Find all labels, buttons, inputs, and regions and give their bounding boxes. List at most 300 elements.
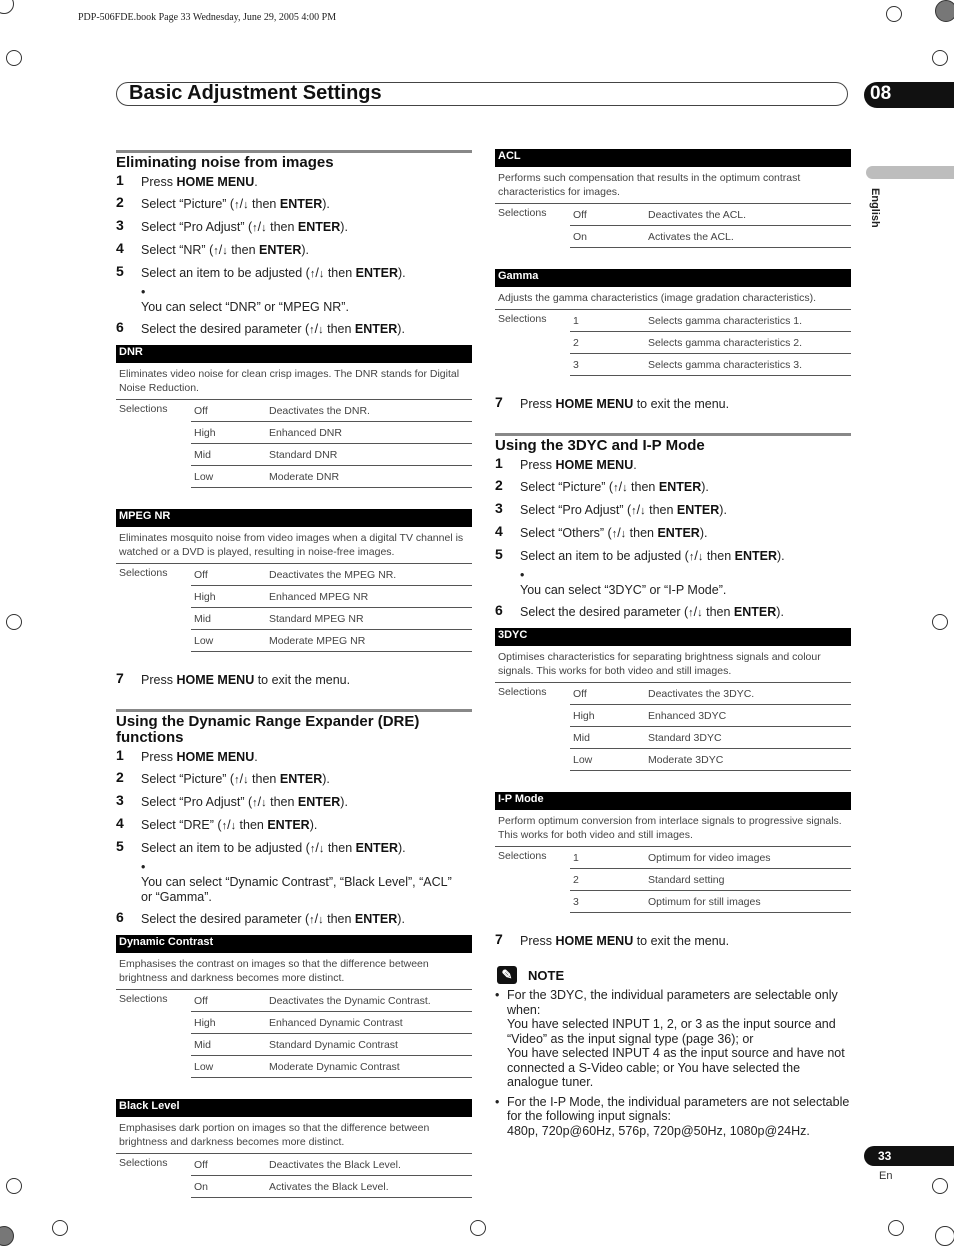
box-description: Eliminates mosquito noise from video images when a digital TV channel is watched or a DVD is played, resulting in noise-free images. xyxy=(116,527,472,564)
box-heading: I-P Mode xyxy=(495,792,851,810)
step-text-post: ). xyxy=(398,266,406,280)
step-bold: HOME MENU xyxy=(555,934,634,948)
step-number: 4 xyxy=(116,815,124,831)
down-arrow-icon: ↓ xyxy=(697,607,703,619)
registration-mark-icon xyxy=(6,614,22,630)
option-description: Activates the Black Level. xyxy=(266,1176,472,1198)
step-text-post: ). xyxy=(397,912,405,926)
step-text-pre: Select the desired parameter ( xyxy=(141,322,310,336)
option-value: High xyxy=(570,705,645,727)
step-bold: ENTER xyxy=(733,605,777,619)
step-bold: ENTER xyxy=(259,243,302,257)
option-value: Low xyxy=(570,749,645,771)
up-arrow-icon: ↑ xyxy=(234,199,240,211)
step-number: 6 xyxy=(116,319,124,335)
option-description: Selects gamma characteristics 1. xyxy=(645,310,851,332)
step-text-pre: Select “Picture” ( xyxy=(520,480,614,494)
registration-mark-icon xyxy=(6,1178,22,1194)
step-text-mid: then xyxy=(227,243,259,257)
page-language: En xyxy=(879,1170,893,1182)
step-bold: HOME MENU xyxy=(555,458,634,472)
up-arrow-icon: ↑ xyxy=(221,820,228,832)
down-arrow-icon: ↓ xyxy=(222,245,228,257)
table-row xyxy=(495,204,851,226)
option-value: Mid xyxy=(570,727,645,749)
up-arrow-icon: ↑ xyxy=(309,268,316,280)
step-text-mid: then xyxy=(266,220,298,234)
step-text-pre: Select “DRE” ( xyxy=(141,818,222,832)
note-item xyxy=(495,988,851,1090)
settings-box xyxy=(495,628,851,771)
step-text-mid: then xyxy=(645,503,677,517)
table-row xyxy=(495,683,851,705)
step-bold: ENTER xyxy=(657,526,700,540)
option-value: High xyxy=(191,1012,266,1034)
down-arrow-icon: ↓ xyxy=(261,797,267,809)
step-text-post: ). xyxy=(398,841,406,855)
step-text-pre: Select “Picture” ( xyxy=(141,197,235,211)
step-text-pre: Press xyxy=(141,175,177,189)
selections-table xyxy=(116,990,472,1078)
down-arrow-icon: ↓ xyxy=(261,222,267,234)
nr-step6 xyxy=(116,319,472,338)
slash-separator: / xyxy=(693,605,698,619)
step-item xyxy=(116,194,472,213)
option-value: Off xyxy=(191,564,266,586)
step-text-post: ). xyxy=(322,772,330,786)
settings-box xyxy=(116,935,472,1078)
selections-table xyxy=(116,1154,472,1198)
step-bold: HOME MENU xyxy=(176,673,255,687)
step-bold: HOME MENU xyxy=(555,397,634,411)
option-value: 3 xyxy=(570,891,645,913)
step-bold: ENTER xyxy=(355,841,398,855)
step-number: 1 xyxy=(116,747,124,763)
slash-separator: / xyxy=(218,243,223,257)
option-description: Selects gamma characteristics 2. xyxy=(645,332,851,354)
step-bold: ENTER xyxy=(355,266,398,280)
step-text-post: . xyxy=(254,750,258,764)
option-value: Low xyxy=(191,1056,266,1078)
option-description: Enhanced Dynamic Contrast xyxy=(266,1012,472,1034)
step-bold: ENTER xyxy=(354,912,398,926)
nr-steps xyxy=(116,172,472,282)
chapter-number: 08 xyxy=(870,83,892,104)
option-description: Enhanced 3DYC xyxy=(645,705,851,727)
language-label: English xyxy=(869,188,881,228)
step-text-pre: Select the desired parameter ( xyxy=(520,605,689,619)
step-item xyxy=(495,477,851,496)
step-text-pre: Press xyxy=(141,673,177,687)
step-bold: ENTER xyxy=(734,549,777,563)
up-arrow-icon: ↑ xyxy=(252,222,258,234)
option-description: Deactivates the DNR. xyxy=(266,400,472,422)
step-text-mid: then xyxy=(248,197,280,211)
step-text-pre: Select an item to be adjusted ( xyxy=(141,841,310,855)
selections-table xyxy=(495,683,851,771)
table-row xyxy=(116,400,472,422)
left-column xyxy=(116,150,472,1219)
dyc-steps xyxy=(495,455,851,565)
dre-steps xyxy=(116,747,472,857)
step-text-pre: Select “Pro Adjust” ( xyxy=(141,220,253,234)
step-number: 6 xyxy=(116,909,124,925)
language-tab xyxy=(866,166,954,179)
step-bold: ENTER xyxy=(297,795,341,809)
step-text-pre: Select “Others” ( xyxy=(520,526,612,540)
option-value: Off xyxy=(191,1154,266,1176)
down-arrow-icon: ↓ xyxy=(230,820,237,832)
note-item xyxy=(495,1095,851,1139)
step-number: 2 xyxy=(495,477,503,493)
dyc-boxes xyxy=(495,628,851,934)
option-value: On xyxy=(570,226,645,248)
option-value: Low xyxy=(191,466,266,488)
registration-mark-icon xyxy=(935,0,954,22)
option-description: Activates the ACL. xyxy=(645,226,851,248)
registration-mark-icon xyxy=(932,1178,948,1194)
step-item xyxy=(116,263,472,282)
option-value: 1 xyxy=(570,847,645,869)
dre-step5-note: •You can select “Dynamic Contrast”, “Black Level”, “ACL” or “Gamma”. xyxy=(141,860,452,904)
bullet: • xyxy=(495,1094,500,1109)
step-number: 1 xyxy=(116,172,124,188)
selections-table xyxy=(495,310,851,376)
selections-label: Selections xyxy=(119,1157,168,1169)
step-text-post: to exit the menu. xyxy=(254,673,351,687)
registration-mark-icon xyxy=(470,1220,486,1236)
registration-mark-icon xyxy=(886,6,902,22)
box-heading: Dynamic Contrast xyxy=(116,935,472,953)
box-heading: DNR xyxy=(116,345,472,363)
option-value: 1 xyxy=(570,310,645,332)
step-item xyxy=(116,815,472,834)
up-arrow-icon: ↑ xyxy=(611,528,618,540)
registration-mark-icon xyxy=(0,0,14,14)
option-description: Standard MPEG NR xyxy=(266,608,472,630)
step-number: 3 xyxy=(116,792,124,808)
step-text-mid: then xyxy=(236,818,268,832)
step-text-post: ). xyxy=(301,243,310,257)
step-number: 4 xyxy=(116,240,124,256)
down-arrow-icon: ↓ xyxy=(318,843,325,855)
selections-table xyxy=(116,564,472,652)
down-arrow-icon: ↓ xyxy=(318,268,325,280)
slash-separator: / xyxy=(694,549,698,563)
option-value: Low xyxy=(191,630,266,652)
box-heading: Gamma xyxy=(495,269,851,287)
step-number: 7 xyxy=(495,394,503,410)
step-text-mid: then xyxy=(627,480,659,494)
nr-step7 xyxy=(116,670,472,688)
section-title-3dyc: Using the 3DYC and I-P Mode xyxy=(495,433,851,454)
step-bold: ENTER xyxy=(279,772,323,786)
slash-separator: / xyxy=(314,912,319,926)
up-arrow-icon: ↑ xyxy=(688,607,694,619)
up-arrow-icon: ↑ xyxy=(252,797,258,809)
step-bold: ENTER xyxy=(267,818,310,832)
registration-mark-icon xyxy=(932,614,948,630)
box-description: Perform optimum conversion from interlace signals to progressive signals. This works for both video and still images. xyxy=(495,810,851,847)
step-text-mid: then xyxy=(703,549,735,563)
step-item xyxy=(495,931,851,949)
option-value: 2 xyxy=(570,332,645,354)
section-title-nr: Eliminating noise from images xyxy=(116,150,472,171)
selections-label: Selections xyxy=(498,686,547,698)
slash-separator: / xyxy=(315,266,319,280)
option-value: Off xyxy=(191,990,266,1012)
option-value: High xyxy=(191,586,266,608)
box-heading: Black Level xyxy=(116,1099,472,1117)
step-item xyxy=(116,670,472,688)
bullet: • xyxy=(495,988,500,1002)
step-number: 7 xyxy=(495,931,503,947)
option-value: Mid xyxy=(191,608,266,630)
settings-box xyxy=(116,509,472,652)
note-line: You have selected INPUT 1, 2, or 3 as the input source and “Video” as the input signal type (page 36); or xyxy=(507,1017,836,1046)
up-arrow-icon: ↑ xyxy=(688,551,695,563)
selections-label: Selections xyxy=(498,850,547,862)
step-text-post: ). xyxy=(701,480,709,494)
pencil-note-icon: ✎ xyxy=(497,966,517,984)
option-value: On xyxy=(191,1176,266,1198)
step-text-pre: Select “Picture” ( xyxy=(141,772,235,786)
box-description: Adjusts the gamma characteristics (image gradation characteristics). xyxy=(495,287,851,310)
box-description: Optimises characteristics for separating brightness signals and colour signals. This works for both video and still images. xyxy=(495,646,851,683)
box-description: Performs such compensation that results in the optimum contrast characteristics for images. xyxy=(495,167,851,204)
registration-mark-icon xyxy=(0,1226,14,1246)
nr-boxes xyxy=(116,345,472,673)
option-value: Mid xyxy=(191,444,266,466)
option-description: Moderate Dynamic Contrast xyxy=(266,1056,472,1078)
selections-label: Selections xyxy=(119,567,168,579)
step-bold: ENTER xyxy=(279,197,323,211)
step-item xyxy=(495,500,851,519)
down-arrow-icon: ↓ xyxy=(318,324,324,336)
box-heading: MPEG NR xyxy=(116,509,472,527)
step-text-pre: Select “Pro Adjust” ( xyxy=(141,795,253,809)
box-description: Emphasises dark portion on images so that the difference between brightness and darkness becomes more distinct. xyxy=(116,1117,472,1154)
settings-box xyxy=(495,149,851,248)
step-text-pre: Select an item to be adjusted ( xyxy=(141,266,310,280)
step-text-post: ). xyxy=(699,526,708,540)
dre-boxes xyxy=(116,935,472,1219)
dre-step6 xyxy=(116,909,472,928)
page-number-badge xyxy=(864,1146,954,1166)
step-text-pre: Press xyxy=(520,458,556,472)
box-description: Emphasises the contrast on images so that the difference between brightness and darkness becomes more distinct. xyxy=(116,953,472,990)
step-number: 4 xyxy=(495,523,503,539)
down-arrow-icon: ↓ xyxy=(243,774,249,786)
page-title: Basic Adjustment Settings xyxy=(129,82,382,104)
step-item xyxy=(495,394,851,412)
right-column xyxy=(495,149,851,1143)
registration-mark-icon xyxy=(52,1220,68,1236)
step-text-pre: Select an item to be adjusted ( xyxy=(520,549,689,563)
option-description: Deactivates the Dynamic Contrast. xyxy=(266,990,472,1012)
option-value: Off xyxy=(570,683,645,705)
step-text-post: ). xyxy=(397,322,405,336)
up-arrow-icon: ↑ xyxy=(613,482,619,494)
slash-separator: / xyxy=(257,795,262,809)
step-text-mid: then xyxy=(266,795,298,809)
page-title-bar xyxy=(116,82,848,106)
step-text-post: to exit the menu. xyxy=(633,934,730,948)
step-text-pre: Press xyxy=(520,397,556,411)
step-text-pre: Select the desired parameter ( xyxy=(141,912,310,926)
option-value: Off xyxy=(570,204,645,226)
file-header: PDP-506FDE.book Page 33 Wednesday, June 29, 2005 4:00 PM xyxy=(78,12,337,23)
registration-mark-icon xyxy=(932,50,948,66)
step-text-post: ). xyxy=(777,549,785,563)
selections-table xyxy=(495,847,851,913)
down-arrow-icon: ↓ xyxy=(622,482,628,494)
table-row xyxy=(116,1154,472,1176)
table-row xyxy=(495,847,851,869)
step-item xyxy=(495,455,851,473)
option-description: Moderate 3DYC xyxy=(645,749,851,771)
page-number: 33 xyxy=(878,1149,892,1163)
chapter-badge xyxy=(864,82,954,108)
down-arrow-icon: ↓ xyxy=(697,551,704,563)
step-text-mid: then xyxy=(323,322,355,336)
step-item xyxy=(495,546,851,565)
step-text-post: ). xyxy=(340,220,348,234)
note-heading: ✎ NOTE xyxy=(495,966,851,988)
step-text-post: . xyxy=(633,458,637,472)
step-bold: HOME MENU xyxy=(176,750,255,764)
step-item xyxy=(116,792,472,811)
step-number: 3 xyxy=(495,500,503,516)
step-item xyxy=(116,319,472,338)
step-item xyxy=(116,172,472,190)
section-title-dre: Using the Dynamic Range Expander (DRE) functions xyxy=(116,709,472,746)
down-arrow-icon: ↓ xyxy=(620,528,627,540)
step-text-mid: then xyxy=(324,266,356,280)
slash-separator: / xyxy=(315,841,319,855)
step-text-post: to exit the menu. xyxy=(633,397,730,411)
registration-mark-icon xyxy=(6,50,22,66)
step-number: 5 xyxy=(495,546,503,562)
step-number: 5 xyxy=(116,838,124,854)
step-bold: HOME MENU xyxy=(176,175,255,189)
step-number: 2 xyxy=(116,194,124,210)
option-value: Off xyxy=(191,400,266,422)
option-description: Standard Dynamic Contrast xyxy=(266,1034,472,1056)
up-arrow-icon: ↑ xyxy=(309,843,316,855)
step-number: 6 xyxy=(495,602,503,618)
option-description: Deactivates the 3DYC. xyxy=(645,683,851,705)
step-text-post: ). xyxy=(322,197,330,211)
step-number: 3 xyxy=(116,217,124,233)
slash-separator: / xyxy=(257,220,262,234)
step-item xyxy=(116,769,472,788)
note-line: For the I-P Mode, the individual parameters are not selectable for the following input signals: xyxy=(507,1094,850,1123)
table-row xyxy=(495,310,851,332)
settings-box xyxy=(495,269,851,376)
nr-step5-note: •You can select “DNR” or “MPEG NR”. xyxy=(141,285,349,314)
table-row xyxy=(116,564,472,586)
option-value: High xyxy=(191,422,266,444)
option-description: Selects gamma characteristics 3. xyxy=(645,354,851,376)
registration-mark-icon xyxy=(935,1226,954,1246)
slash-separator: / xyxy=(239,197,244,211)
step-bold: ENTER xyxy=(658,480,702,494)
step-number: 2 xyxy=(116,769,124,785)
step-text-pre: Press xyxy=(520,934,556,948)
table-row xyxy=(116,990,472,1012)
step-text-pre: Press xyxy=(141,750,177,764)
down-arrow-icon: ↓ xyxy=(640,505,646,517)
note-line: For the 3DYC, the individual parameters are selectable only when: xyxy=(507,988,838,1017)
step-text-mid: then xyxy=(248,772,280,786)
slash-separator: / xyxy=(636,503,641,517)
settings-box xyxy=(116,1099,472,1198)
option-description: Standard DNR xyxy=(266,444,472,466)
slash-separator: / xyxy=(618,480,623,494)
option-description: Moderate MPEG NR xyxy=(266,630,472,652)
option-value: 2 xyxy=(570,869,645,891)
up-arrow-icon: ↑ xyxy=(631,505,637,517)
step-item xyxy=(116,747,472,765)
slash-separator: / xyxy=(227,818,231,832)
step-text-pre: Select “NR” ( xyxy=(141,243,214,257)
selections-table xyxy=(495,204,851,248)
step-text-post: ). xyxy=(776,605,784,619)
step-item xyxy=(116,240,472,259)
acl-gamma-boxes xyxy=(495,149,851,397)
step-number: 5 xyxy=(116,263,124,279)
dyc-step6 xyxy=(495,602,851,621)
dre-step7 xyxy=(495,394,851,412)
step-text-mid: then xyxy=(702,605,734,619)
dyc-step7 xyxy=(495,931,851,949)
note-line: You have selected INPUT 4 as the input source and have not connected a S-Video cable; or You have selected the analogue tuner. xyxy=(507,1046,845,1089)
up-arrow-icon: ↑ xyxy=(309,914,315,926)
up-arrow-icon: ↑ xyxy=(213,245,219,257)
step-item xyxy=(116,838,472,857)
step-number: 7 xyxy=(116,670,124,686)
step-text-mid: then xyxy=(324,841,356,855)
step-bold: ENTER xyxy=(354,322,398,336)
down-arrow-icon: ↓ xyxy=(318,914,324,926)
step-text-post: . xyxy=(254,175,258,189)
step-text-post: ). xyxy=(719,503,727,517)
option-value: 3 xyxy=(570,354,645,376)
step-text-post: ). xyxy=(340,795,348,809)
down-arrow-icon: ↓ xyxy=(243,199,249,211)
step-bold: ENTER xyxy=(676,503,720,517)
selections-label: Selections xyxy=(119,993,168,1005)
step-bold: ENTER xyxy=(297,220,341,234)
option-description: Standard 3DYC xyxy=(645,727,851,749)
box-heading: 3DYC xyxy=(495,628,851,646)
selections-label: Selections xyxy=(498,313,547,325)
option-value: Mid xyxy=(191,1034,266,1056)
option-description: Deactivates the MPEG NR. xyxy=(266,564,472,586)
slash-separator: / xyxy=(617,526,621,540)
step-text-mid: then xyxy=(323,912,355,926)
option-description: Optimum for video images xyxy=(645,847,851,869)
up-arrow-icon: ↑ xyxy=(309,324,315,336)
note-line: 480p, 720p@60Hz, 576p, 720p@50Hz, 1080p@24Hz. xyxy=(507,1123,810,1138)
option-description: Deactivates the Black Level. xyxy=(266,1154,472,1176)
step-item xyxy=(116,217,472,236)
option-description: Standard setting xyxy=(645,869,851,891)
option-description: Enhanced MPEG NR xyxy=(266,586,472,608)
step-text-post: ). xyxy=(309,818,318,832)
option-description: Optimum for still images xyxy=(645,891,851,913)
